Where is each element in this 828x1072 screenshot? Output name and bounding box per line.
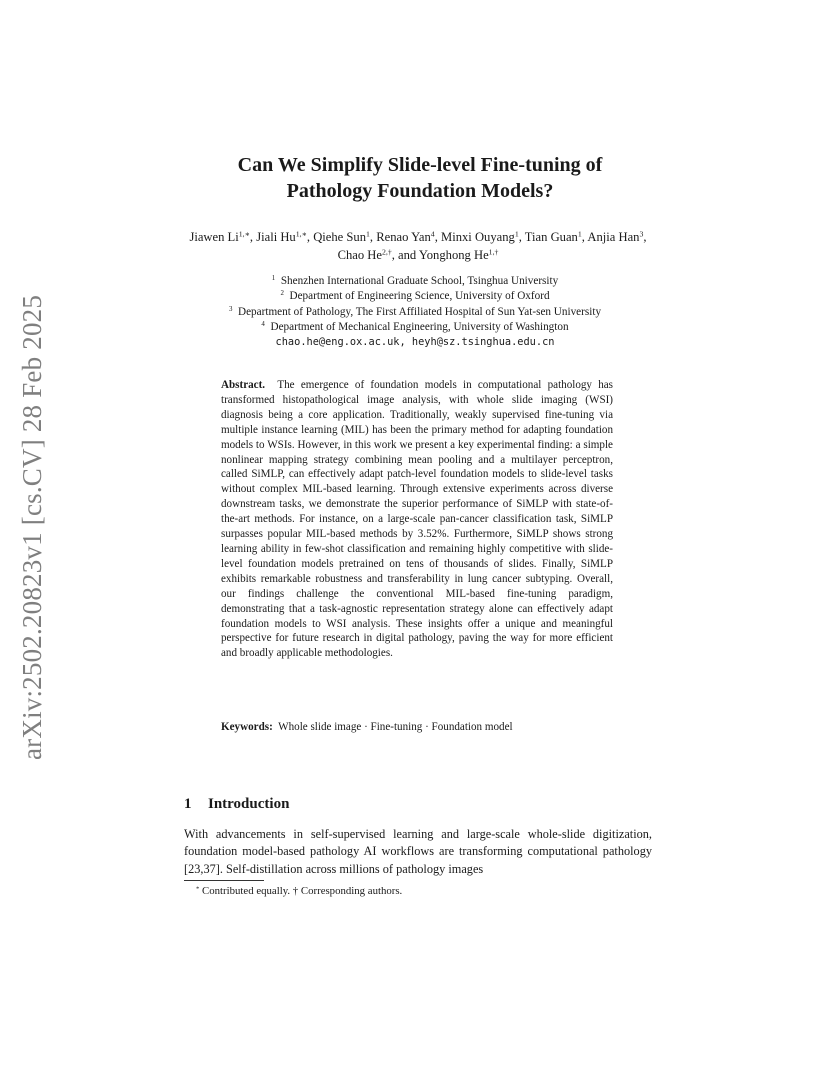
author: Minxi Ouyang$^1$: [441, 229, 519, 244]
author-conjunction: and: [398, 248, 417, 262]
footnote-text: Contributed equally. † Corresponding authors.: [202, 885, 403, 897]
section-heading: [184, 796, 289, 813]
author: Anjia Han$^3$: [587, 229, 644, 244]
author: Renao Yan$^4$: [376, 229, 435, 244]
paper-title: [170, 152, 670, 204]
contact-emails: chao.he@eng.ox.ac.uk, heyh@sz.tsinghua.edu.cn: [275, 336, 555, 349]
title-line-1: Can We Simplify Slide-level Fine-tuning of: [237, 154, 603, 176]
footnote-rule: [184, 880, 264, 881]
abstract: [221, 378, 613, 661]
author: Chao $He^{2,\dagger}$: [337, 247, 392, 262]
author-list: Jiawen $Li^{1,∗}$, Jiali $Hu^{1,∗}$, Qiehe Sun$^1$, Renao Yan$^4$, Minxi Ouyang$^1$, Tian Guan$^1$, Anjia Han$^3$, Chao $He^{2,\dagger}$, and Yonghong $He^{1,\dagger}$: [189, 229, 647, 262]
intro-paragraph: With advancements in self-supervised learning and large-scale whole-slide digitization, foundation model-based pathology AI workflows are transforming computational pathology [23,37]. Self-distillation across millions of pathology images: [184, 827, 652, 876]
footnote-mark: *: [196, 885, 200, 893]
abstract-label: Abstract.: [221, 379, 266, 391]
keywords-label: Keywords:: [221, 721, 273, 733]
affiliation: $^4$ Department of Mechanical Engineering, University of Washington: [261, 320, 569, 333]
author: Qiehe Sun$^1$: [313, 229, 370, 244]
arxiv-identifier: arXiv:2502.20823v1 [cs.CV] 28 Feb 2025: [17, 294, 47, 760]
section-title: Introduction: [208, 796, 290, 812]
keywords-text: Whole slide image · Fine-tuning · Foundation model: [278, 721, 513, 733]
affiliation: $^1$ Shenzhen International Graduate School, Tsinghua University: [271, 274, 559, 287]
footnote: [196, 884, 402, 898]
author: Yonghong $He^{1,\dagger}$: [418, 247, 499, 262]
keywords: [221, 720, 613, 735]
title-line-2: Pathology Foundation Models?: [286, 180, 554, 202]
abstract-text: The emergence of foundation models in computational pathology has transformed histopathological image analysis, with whole slide imaging (WSI) diagnosis being a core application. Traditionally, weakly supervised fine-tuning via multiple instance learning (MIL) has been the primary method for adapting foundation models to WSIs. However, in this work we present a key experimental finding: a simple nonlinear mapping strategy combining mean pooling and a multilayer perceptron, called SiMLP, can effectively adapt patch-level foundation models to slide-level tasks without complex MIL-based learning. Through extensive experiments across diverse downstream tasks, we demonstrate the superior performance of SiMLP with state-of-the-art methods. For instance, on a large-scale pan-cancer classification task, SiMLP surpasses popular MIL-based methods by 3.52%. Furthermore, SiMLP shows strong learning ability in few-shot classification and remaining highly competitive with slide-level foundation models pretrained on tens of thousands of slides. Finally, SiMLP exhibits remarkable robustness and transferability in lung cancer subtyping. Overall, our findings challenge the conventional MIL-based fine-tuning paradigm, demonstrating that a task-agnostic representation strategy alone can effectively adapt foundation models to WSI analysis. These insights offer a unique and meaningful perspective for future research in digital pathology, paving the way for more efficient and broadly applicable methodologies.: [221, 379, 613, 660]
affiliation: $^3$ Department of Pathology, The First Affiliated Hospital of Sun Yat-sen University: [228, 304, 602, 318]
affiliation: $^2$ Department of Engineering Science, University of Oxford: [280, 289, 550, 303]
affiliation-list: [160, 274, 670, 350]
author: Jiali $Hu^{1,∗}$: [256, 229, 307, 244]
author: Tian Guan$^1$: [524, 229, 582, 244]
author: Jiawen $Li^{1,∗}$: [189, 229, 250, 244]
section-number: 1: [184, 796, 192, 812]
